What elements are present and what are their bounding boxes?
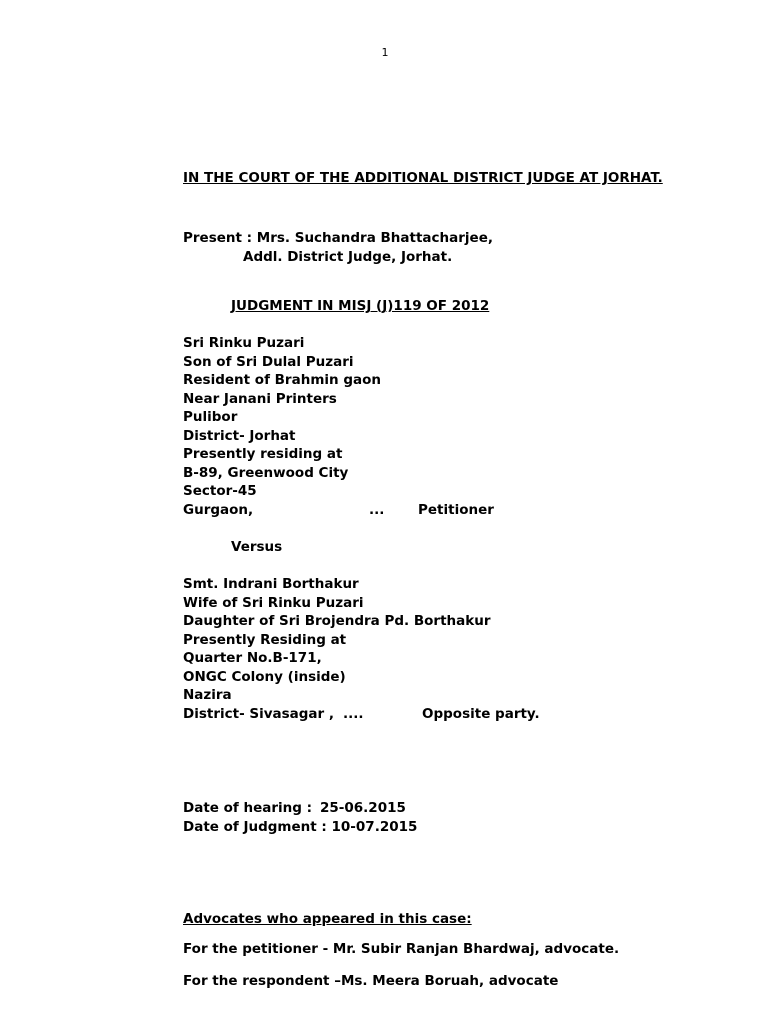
advocates-heading: Advocates who appeared in this case: [183, 911, 472, 927]
court-heading: IN THE COURT OF THE ADDITIONAL DISTRICT JUDGE AT JORHAT. [183, 170, 663, 186]
versus-label: Versus [231, 539, 283, 555]
petitioner-line: Near Janani Printers [183, 391, 337, 407]
page-number: 1 [381, 46, 389, 59]
judgment-title: JUDGMENT IN MISJ (J)119 OF 2012 [231, 298, 490, 314]
petitioner-advocate-line: For the petitioner - Mr. Subir Ranjan Bhardwaj, advocate. [183, 941, 620, 957]
petitioner-line: District- Jorhat [183, 428, 296, 444]
petitioner-line: Resident of Brahmin gaon [183, 372, 381, 388]
petitioner-line: B-89, Greenwood City [183, 465, 349, 481]
petitioner-line: Pulibor [183, 409, 238, 425]
respondent-line: Daughter of Sri Brojendra Pd. Borthakur [183, 613, 491, 629]
petitioner-line: Sri Rinku Puzari [183, 335, 305, 351]
respondent-line: Quarter No.B-171, [183, 650, 322, 666]
respondent-line: Wife of Sri Rinku Puzari [183, 595, 364, 611]
respondent-role: Opposite party. [422, 706, 540, 722]
respondent-line: Nazira [183, 687, 232, 703]
respondent-advocate-line: For the respondent –Ms. Meera Boruah, advocate [183, 973, 559, 989]
petitioner-role: Petitioner [418, 502, 494, 518]
petitioner-line: Son of Sri Dulal Puzari [183, 354, 354, 370]
hearing-date-label: Date of hearing : [183, 800, 313, 816]
respondent-line: Presently Residing at [183, 632, 347, 648]
petitioner-line: Presently residing at [183, 446, 343, 462]
petitioner-ellipsis: ... [369, 502, 385, 518]
petitioner-last-line: Gurgaon, [183, 502, 254, 518]
respondent-last-line: District- Sivasagar , [183, 706, 335, 722]
respondent-ellipsis: .... [343, 706, 364, 722]
petitioner-line: Sector-45 [183, 483, 257, 499]
hearing-date-value: 25-06.2015 [320, 800, 406, 816]
present-judge-line: Present : Mrs. Suchandra Bhattacharjee, [183, 230, 493, 246]
respondent-line: ONGC Colony (inside) [183, 669, 346, 685]
respondent-line: Smt. Indrani Borthakur [183, 576, 359, 592]
judgment-date-line: Date of Judgment : 10-07.2015 [183, 819, 418, 835]
judge-designation-line: Addl. District Judge, Jorhat. [243, 249, 453, 265]
